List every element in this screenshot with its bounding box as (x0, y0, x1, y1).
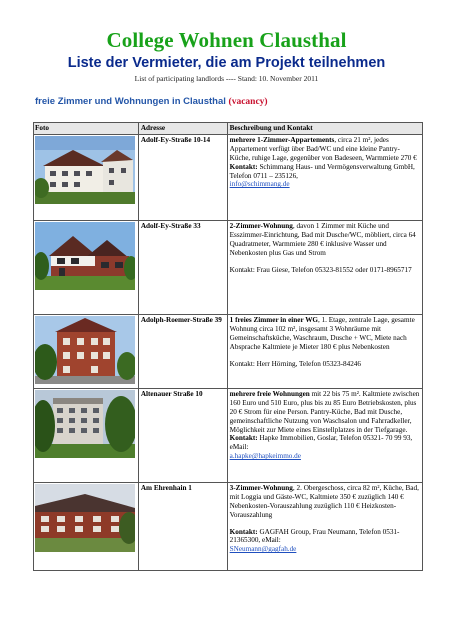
table-row (34, 220, 423, 314)
vacancy-label: (vacancy) (228, 97, 268, 107)
landlord-table (33, 122, 423, 571)
photo-cell (34, 388, 139, 482)
address-cell: Am Ehrenhain 1 (138, 482, 227, 570)
listing-details: , 1. Etage, zentrale Lage, gesamte Wohnung circa 102 m², insgesamt 3 Wohnräume mit Gemeinschaftsküche, Waschraum, Dusche + WC, Miete nach Absprache Kaltmiete je Mieter 180 € plus Nebenkosten (229, 315, 415, 351)
house-photo (35, 136, 135, 204)
column-header-address: Adresse (138, 123, 227, 135)
description-cell (227, 220, 422, 314)
house-photo (35, 316, 135, 384)
address-cell: Adolf-Ey-Straße 33 (138, 220, 227, 314)
photo-cell (34, 314, 139, 388)
contact-label: Kontakt: (229, 434, 258, 443)
house-photo (35, 484, 135, 552)
listing-details: , circa 21 m², jedes Appartement verfügt über Bad/WC und eine kleine Pantry-Küche, ruhige Lage, gegenüber von Badeseen, Warmmiete 270 € (229, 135, 417, 162)
listing-details: , davon 1 Zimmer mit Küche und Esszimmer-Einrichtung, Bad mit Dusche/WC, möbliert, circa 64 Quadratmeter, Warmmiete 280 € inklusive Wasser und Nebenkosten plus Gas und Strom (229, 221, 416, 257)
description-cell (227, 134, 422, 220)
listing-type: 2-Zimmer-Wohnung (229, 221, 293, 230)
section-label: freie Zimmer und Wohnungen in Clausthal (35, 96, 226, 107)
email-link[interactable]: SNeumann@gagfah.de (229, 545, 297, 554)
contact-label: Kontakt: (229, 162, 258, 171)
section-heading (35, 96, 268, 107)
contact-details: Kontakt: Herr Hörning, Telefon 05323-84246 (229, 359, 361, 368)
column-header-description: Beschreibung und Kontakt (227, 123, 422, 135)
listing-type: 1 freies Zimmer in einer WG (229, 315, 318, 324)
listing-type: 3-Zimmer-Wohnung (229, 483, 293, 492)
table-row (34, 134, 423, 220)
contact-details: GAGFAH Group, Frau Neumann, Telefon 0531-21365300, eMail: (229, 527, 400, 545)
table-header-row (34, 123, 423, 135)
email-link[interactable]: a.hapke@hapkeimmo.de (229, 452, 301, 461)
listing-type: mehrere 1-Zimmer-Appartements (229, 135, 335, 144)
description-cell (227, 314, 422, 388)
description-cell (227, 388, 422, 482)
listing-type: mehrere freie Wohnungen (229, 389, 310, 398)
contact-label: Kontakt: (229, 527, 258, 536)
contact-details: Schimmang Haus- und Vermögensverwaltung GmbH, Telefon 0711 – 235126, (229, 162, 415, 180)
email-link[interactable]: info@schimmang.de (229, 180, 290, 189)
address-cell: Altenauer Straße 10 (138, 388, 227, 482)
column-header-photo: Foto (34, 123, 139, 135)
page-subtitle: Liste der Vermieter, die am Projekt teilnehmen (67, 55, 386, 71)
address-cell: Adolph-Roemer-Straße 39 (138, 314, 227, 388)
table-row (34, 388, 423, 482)
listing-details: mit 22 bis 75 m². Kaltmiete zwischen 160 Euro und 510 Euro, plus bis zu 85 Euro Betriebskosten, plus 20 € Strom für eine Person. Pantry-Küche, Bad mit Dusche, gemeinschaftliche Nutzung von Waschsalon und Fahrradkeller, Möglichkeit zur Miete eines Einstellplatzes in der Tiefgarage. (229, 389, 420, 434)
house-photo (35, 222, 135, 290)
house-photo (35, 390, 135, 458)
date-note: List of participating landlords ---- Stand: 10. November 2011 (134, 74, 319, 83)
contact-details: Kontakt: Frau Giese, Telefon 05323-81552 oder 0171-8965717 (229, 265, 412, 274)
page-title: College Wohnen Clausthal (106, 28, 347, 52)
photo-cell (34, 220, 139, 314)
photo-cell (34, 134, 139, 220)
photo-cell (34, 482, 139, 570)
table-row (34, 314, 423, 388)
contact-details: Hapke Immobilien, Goslar, Telefon 05321- 70 99 93, eMail: (229, 434, 413, 452)
description-cell (227, 482, 422, 570)
listing-details: , 2. Obergeschoss, circa 82 m², Küche, Bad, mit Loggia und Gäste-WC, Kaltmiete 350 € zuzüglich 140 € Nebenkosten-Vorauszahlung zuzüglich 110 € Heizkosten-Vorauszahlung (229, 483, 419, 519)
address-cell: Adolf-Ey-Straße 10-14 (138, 134, 227, 220)
table-row (34, 482, 423, 570)
